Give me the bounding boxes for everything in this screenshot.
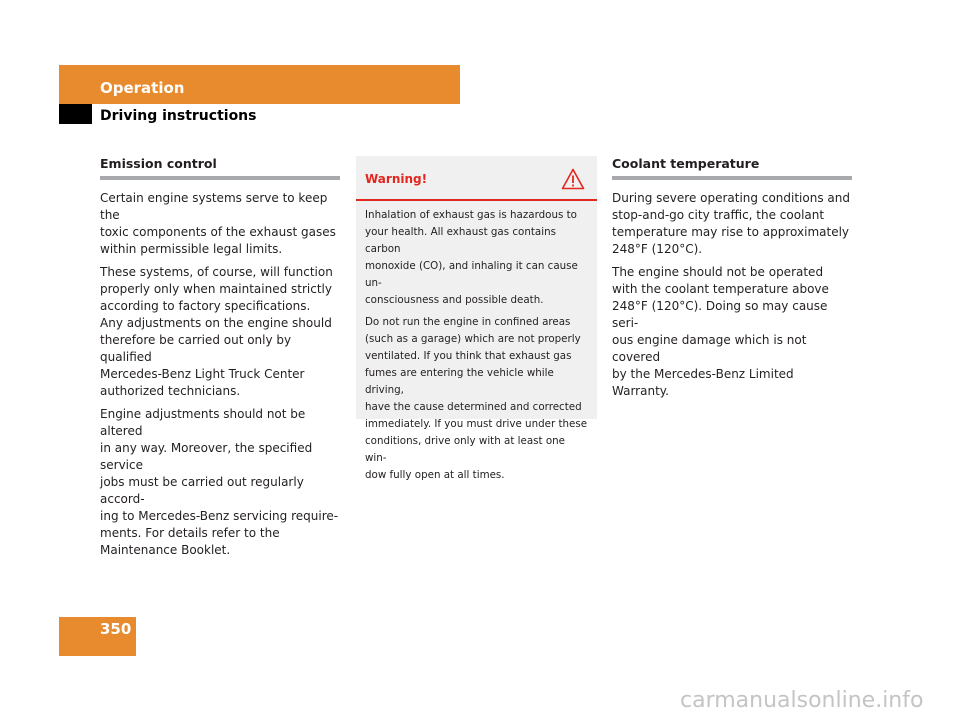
section-tab xyxy=(59,104,92,124)
text-line: Engine adjustments should not be altered xyxy=(100,407,306,438)
warning-triangle-icon xyxy=(561,168,585,190)
text-line: ments. For details refer to the xyxy=(100,526,280,540)
paragraph xyxy=(100,406,340,559)
paragraph xyxy=(612,264,852,400)
page-number: 350 xyxy=(100,620,132,638)
emission-control-heading: Emission control xyxy=(100,156,217,171)
page-subtitle: Driving instructions xyxy=(100,108,257,124)
text-line: have the cause determined and corrected xyxy=(365,401,582,413)
text-line: monoxide (CO), and inhaling it can cause un- xyxy=(365,260,578,289)
text-line: authorized technicians. xyxy=(100,384,241,398)
text-line: dow fully open at all times. xyxy=(365,469,505,481)
text-line: Maintenance Booklet. xyxy=(100,543,231,557)
paragraph xyxy=(100,264,340,400)
text-line: temperature may rise to approximately xyxy=(612,225,850,239)
text-line: Any adjustments on the engine should xyxy=(100,316,332,330)
text-line: by the Mercedes-Benz Limited Warranty. xyxy=(612,367,794,398)
text-line: The engine should not be operated xyxy=(612,265,824,279)
text-line: immediately. If you must drive under these xyxy=(365,418,588,430)
text-line: your health. All exhaust gas contains carbon xyxy=(365,226,556,255)
warning-box xyxy=(356,156,597,481)
emission-control-column xyxy=(100,155,340,565)
text-line: stop-and-go city traffic, the coolant xyxy=(612,208,825,222)
paragraph xyxy=(100,190,340,258)
text-line: jobs must be carried out regularly accord- xyxy=(100,475,304,506)
text-line: in any way. Moreover, the specified service xyxy=(100,441,313,472)
warning-body xyxy=(356,201,597,484)
heading-rule xyxy=(100,176,340,180)
heading-rule xyxy=(612,176,852,180)
text-line: 248°F (120°C). Doing so may cause seri- xyxy=(612,299,828,330)
text-line: Certain engine systems serve to keep the xyxy=(100,191,328,222)
text-line: Mercedes-Benz Light Truck Center xyxy=(100,367,305,381)
text-line: ing to Mercedes-Benz servicing require- xyxy=(100,509,339,523)
text-line: toxic components of the exhaust gases xyxy=(100,225,336,239)
text-line: therefore be carried out only by qualified xyxy=(100,333,292,364)
text-line: within permissible legal limits. xyxy=(100,242,283,256)
text-line: with the coolant temperature above xyxy=(612,282,829,296)
coolant-temperature-heading: Coolant temperature xyxy=(612,156,760,171)
coolant-paragraphs xyxy=(612,190,852,400)
text-line: properly only when maintained strictly xyxy=(100,282,332,296)
text-line: consciousness and possible death. xyxy=(365,294,544,306)
text-line: Inhalation of exhaust gas is hazardous to xyxy=(365,209,577,221)
text-line: conditions, drive only with at least one win- xyxy=(365,435,565,464)
text-line: 248°F (120°C). xyxy=(612,242,703,256)
paragraph xyxy=(365,314,588,484)
text-line: ous engine damage which is not covered xyxy=(612,333,807,364)
section-title: Operation xyxy=(100,79,185,97)
warning-title: Warning! xyxy=(365,172,428,186)
text-line: fumes are entering the vehicle while driving, xyxy=(365,367,554,396)
emission-paragraphs xyxy=(100,190,340,559)
warning-header xyxy=(356,156,597,201)
paragraph xyxy=(612,190,852,258)
text-line: During severe operating conditions and xyxy=(612,191,850,205)
text-line: according to factory specifications. xyxy=(100,299,311,313)
text-line: These systems, of course, will function xyxy=(100,265,333,279)
paragraph xyxy=(365,207,588,309)
watermark: carmanualsonline.info xyxy=(680,688,924,713)
coolant-temperature-column xyxy=(612,155,852,406)
text-line: (such as a garage) which are not properly xyxy=(365,333,581,345)
text-line: Do not run the engine in confined areas xyxy=(365,316,571,328)
text-line: ventilated. If you think that exhaust gas xyxy=(365,350,572,362)
